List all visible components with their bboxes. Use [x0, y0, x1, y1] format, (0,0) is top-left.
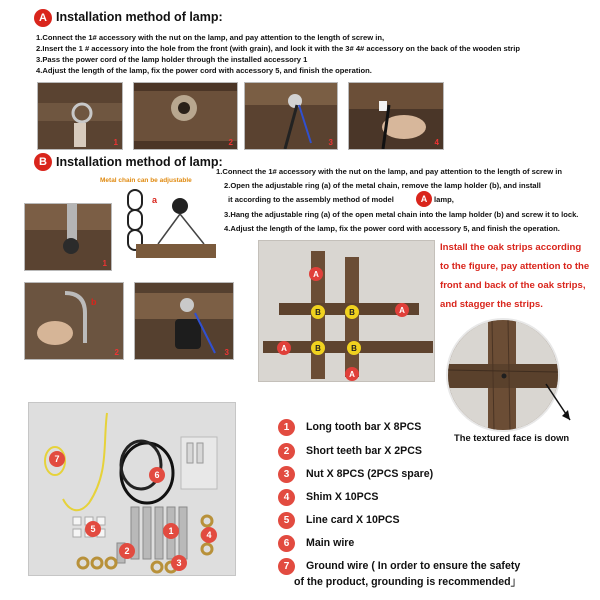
part-number-badge: 5	[278, 512, 295, 529]
textured-face-arrow	[540, 380, 580, 430]
marker-b: B	[347, 341, 361, 355]
part-number-badge: 3	[278, 466, 295, 483]
kit-label: 1	[163, 523, 179, 539]
part-text: Nut X 8PCS (2PCS spare)	[306, 468, 434, 480]
section-a-step-4: 4.Adjust the length of the lamp, fix the power cord with accessory 5, and finish the operation.	[36, 66, 372, 75]
part-row	[278, 418, 421, 436]
section-b-step-2-end: lamp,	[434, 195, 454, 204]
chain-adjustable-label: Metal chain can be adjustable	[100, 177, 192, 184]
cord-threading-photo	[245, 83, 337, 149]
textured-face-caption: The textured face is down	[454, 432, 570, 443]
marker-b: B	[311, 305, 325, 319]
section-b-step-2: 2.Open the adjustable ring (a) of the metal chain, remove the lamp holder (b), and install	[224, 181, 541, 190]
accessory-kit-photo	[28, 402, 236, 576]
section-b-title: Installation method of lamp:	[56, 155, 223, 169]
oak-strip-layout-photo	[258, 240, 435, 382]
section-a-photo-4	[348, 82, 444, 150]
part-row	[278, 488, 378, 506]
marker-a: A	[277, 341, 291, 355]
section-b-step-3: 3.Hang the adjustable ring (a) of the open metal chain into the lamp holder (b) and screw it to lock.	[224, 210, 579, 219]
section-b-step-2-cont: it according to the assembly method of model	[228, 195, 394, 204]
part-number-badge: 6	[278, 535, 295, 552]
lamp-holder-photo	[135, 283, 233, 359]
section-a-step-1: 1.Connect the 1# accessory with the nut on the lamp, and pay attention to the length of screw in,	[36, 33, 385, 42]
chain-letter-a: a	[152, 195, 158, 205]
oak-note-line-3: front and back of the oak strips,	[440, 280, 586, 291]
section-b-badge: B	[34, 153, 52, 171]
chain-diagram	[118, 186, 218, 270]
section-b-photo-1	[24, 203, 112, 271]
section-a-photo-2	[133, 82, 238, 150]
part-text: Short teeth bar X 2PCS	[306, 445, 422, 457]
kit-label: 7	[49, 451, 65, 467]
marker-a: A	[309, 267, 323, 281]
part-row	[278, 534, 354, 552]
part-text: Ground wire ( In order to ensure the safety	[306, 560, 521, 572]
part-row	[278, 557, 520, 575]
section-b-photo-2	[24, 282, 124, 360]
section-a-title: Installation method of lamp:	[56, 10, 223, 24]
oak-note-line-1: Install the oak strips according	[440, 242, 582, 253]
part-row	[278, 465, 433, 483]
bolt-on-bar-photo	[25, 204, 111, 270]
model-a-inline-badge: A	[416, 191, 432, 207]
marker-a: A	[395, 303, 409, 317]
section-b-step-1: 1.Connect the 1# accessory with the nut on the lamp, and pay attention to the length of screw in	[216, 167, 562, 176]
part-row	[278, 511, 400, 529]
metal-chain-illustration	[118, 186, 218, 270]
section-b-step-4: 4.Adjust the length of the lamp, fix the power cord with accessory 5, and finish the operation.	[224, 224, 560, 233]
part-number-badge: 4	[278, 489, 295, 506]
section-a-photo-1	[37, 82, 123, 150]
wood-bracket-photo	[38, 83, 122, 149]
section-a-photo-3	[244, 82, 338, 150]
marker-b: B	[345, 305, 359, 319]
section-a-badge: A	[34, 9, 52, 27]
part-text: Long tooth bar X 8PCS	[306, 421, 422, 433]
section-b-photo-3	[134, 282, 234, 360]
part-number-badge: 7	[278, 558, 295, 575]
hole-fitting-photo	[134, 83, 237, 149]
photo-number: 3	[224, 348, 229, 357]
photo-number: 1	[113, 138, 118, 147]
part-number-badge: 2	[278, 443, 295, 460]
section-a-step-2: 2.Insert the 1 # accessory into the hole from the front (with grain), and lock it with the 3# 4# accessory on the back of the wooden strip	[36, 44, 520, 53]
marker-a: A	[345, 367, 359, 381]
part-text: Line card X 10PCS	[306, 514, 400, 526]
photo-number: 2	[228, 138, 233, 147]
cord-clip-photo	[349, 83, 443, 149]
hook-ring-photo	[25, 283, 123, 359]
part-text: Shim X 10PCS	[306, 491, 379, 503]
oak-note-line-2: to the figure, pay attention to the	[440, 261, 590, 272]
section-a-step-3: 3.Pass the power cord of the lamp holder through the installed accessory 1	[36, 55, 308, 64]
kit-label: 4	[201, 527, 217, 543]
kit-label: 2	[119, 543, 135, 559]
part-text: Main wire	[306, 537, 355, 549]
kit-label: 3	[171, 555, 187, 571]
photo-number: 3	[328, 138, 333, 147]
photo-number: 4	[434, 138, 439, 147]
kit-label: 6	[149, 467, 165, 483]
photo-number: 2	[114, 348, 119, 357]
kit-label: 5	[85, 521, 101, 537]
part-row	[278, 442, 422, 460]
marker-b: B	[311, 341, 325, 355]
photo-letter-b: b	[91, 297, 97, 307]
part-number-badge: 1	[278, 419, 295, 436]
photo-number: 1	[102, 259, 107, 268]
part-7-continuation: of the product, grounding is recommended」	[294, 576, 522, 588]
oak-note-line-4: and stagger the strips.	[440, 299, 543, 310]
